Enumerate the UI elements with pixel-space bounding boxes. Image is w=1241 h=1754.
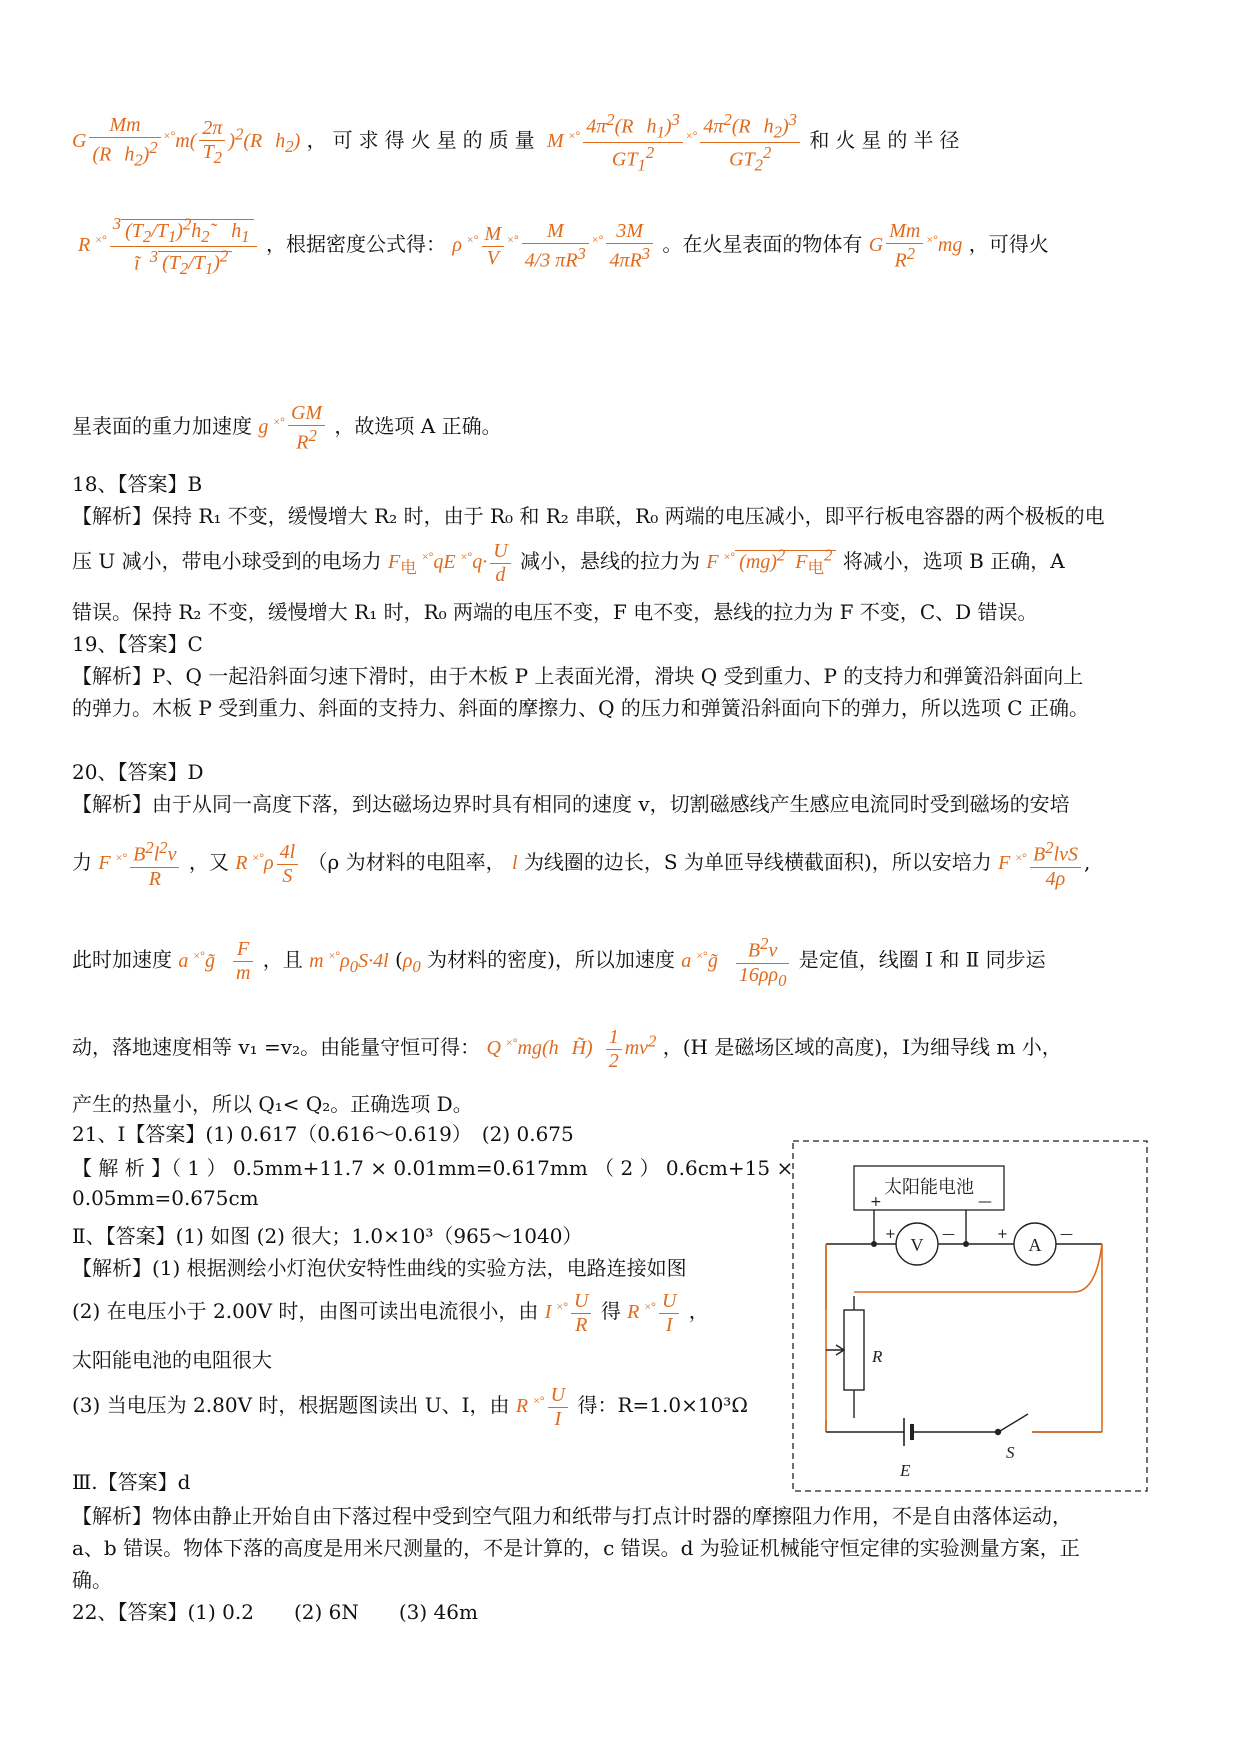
q22-answer: 22、【答案】(1) 0.2 (2) 6N (3) 46m <box>72 1600 478 1624</box>
text-fragment: 为材料的密度)，所以加速度 <box>427 947 675 972</box>
voltmeter-minus: — <box>942 1227 955 1242</box>
formula-line-1: G $\frac{Mm}{(R h_2)^2}$ ×°m( $\frac{2\pi}{T_2}$ )$^2$(R $h_2$) ，可求得火星的质量 M ×° $\frac{4\pi^2(R h_1)^3}{GT_1^2}$ ×° $\frac{4\pi^2(R h_2)^3}{GT_2^2}$ 和火星的半径 <box>72 110 966 175</box>
q21-1-answer: 21、Ⅰ【答案】(1) 0.617（0.616～0.619） (2) 0.675 <box>72 1122 574 1146</box>
text-fragment: ，且 <box>262 947 303 972</box>
text-fragment: 是定值，线圈 I 和 Ⅱ 同步运 <box>798 947 1046 972</box>
ammeter-label: A <box>1028 1235 1042 1255</box>
ammeter-minus: — <box>1060 1227 1073 1242</box>
q21-2-analysis-1: 【解析】(1) 根据测绘小灯泡伏安特性曲线的实验方法，电路连接如图 <box>72 1256 687 1280</box>
q21-2-analysis-2: (2) 在电压小于 2.00V 时，由图可读出电流很小，由 I ×° $\frac{U}{R}$ 得 R ×° $\frac{U}{I}$ ， <box>72 1290 709 1336</box>
q20-analysis-1: 【解析】由于从同一高度下落，到达磁场边界时具有相同的速度 v，切割磁感线产生感应电流同时受到磁场的安培 <box>72 792 1070 816</box>
q20-analysis-5: 产生的热量小，所以 Q₁< Q₂。正确选项 D。 <box>72 1092 473 1116</box>
text-fragment: （ρ 为材料的电阻率， <box>307 849 506 874</box>
q18-answer: 18、【答案】B <box>72 472 203 496</box>
text-fragment: ，可求得火星的质量 <box>306 127 541 152</box>
text-fragment: ， <box>688 1299 709 1324</box>
text-fragment: 力 <box>72 849 92 874</box>
text-fragment: 和火星的半径 <box>809 127 966 152</box>
q21-2-analysis-3: 太阳能电池的电阻很大 <box>72 1348 272 1372</box>
q19-answer: 19、【答案】C <box>72 632 203 656</box>
q21-1-analysis-cont: 0.05mm=0.675cm <box>72 1186 259 1210</box>
q20-analysis-2: 力 F ×° $\frac{B^2l^2v}{R}$ ，又 R ×°ρ $\frac{4l}{S}$ （ρ 为材料的电阻率， l 为线圈的边长，S 为单匝导线横截面积)，所以安培力 F ×° $\frac{B^2lvS}{4\rho}$ , <box>72 838 1091 890</box>
q21-1-analysis: 【 解 析 】（ 1 ） 0.5mm+11.7 × 0.01mm=0.617mm （ 2 ） 0.6cm+15 × <box>72 1156 794 1180</box>
q18-analysis-3: 错误。保持 R₂ 不变，缓慢增大 R₁ 时，R₀ 两端的电压不变，F 电不变，悬线的拉力为 F 不变，C、D 错误。 <box>72 600 1038 624</box>
text-fragment: ，故选项 A 正确。 <box>334 413 502 438</box>
q19-analysis-1: 【解析】P、Q 一起沿斜面匀速下滑时，由于木板 P 上表面光滑，滑块 Q 受到重力、P 的支持力和弹簧沿斜面向上 <box>72 664 1084 688</box>
q20-analysis-3: 此时加速度 a ×°g̃ $\frac{F}{m}$ ，且 m $^{\times^\circ}\rho_0S\cdot 4l$ ($\rho_0$ 为材料的密度)，所以加速度 a ×°g̃ $\frac{B^2v}{16\rho\rho_0}$ 是定值，线圈 I 和 Ⅱ 同步运 <box>72 934 1046 990</box>
q19-analysis-2: 的弹力。木板 P 受到重力、斜面的支持力、斜面的摩擦力、Q 的压力和弹簧沿斜面向下的弹力，所以选项 C 正确。 <box>72 696 1089 720</box>
ammeter-plus: + <box>997 1227 1008 1242</box>
text-fragment: 此时加速度 <box>72 947 172 972</box>
rheostat <box>844 1310 864 1390</box>
text-fragment: (3) 当电压为 2.80V 时，根据题图读出 U、I，由 <box>72 1393 510 1418</box>
source-label: E <box>900 1461 911 1480</box>
formula-line-3: 星表面的重力加速度 g ×° $\frac{GM}{R^2}$ ，故选项 A 正确。 <box>72 402 502 454</box>
text-fragment: 减小，悬线的拉力为 <box>520 549 700 574</box>
q20-answer: 20、【答案】D <box>72 760 204 784</box>
battery-plus-label: + <box>870 1194 882 1210</box>
q20-analysis-4: 动，落地速度相等 v₁ =v₂。由能量守恒可得： Q ×°mg(h H̃) $\frac{1}{2}$ $mv^2$ ，(H 是磁场区域的高度)，Ⅰ为细导线 m 小， <box>72 1026 1062 1072</box>
q21-3-analysis-2: a、b 错误。物体下落的高度是用米尺测量的，不是计算的，c 错误。d 为验证机械能守恒定律的实验测量方案，正 <box>72 1536 1080 1560</box>
q18-analysis-1: 【解析】保持 R₁ 不变，缓慢增大 R₂ 时，由于 R₀ 和 R₂ 串联，R₀ 两端的电压减小，即平行板电容器的两个极板的电 <box>72 504 1105 528</box>
text-fragment: 得：R=1.0×10³Ω <box>577 1393 748 1418</box>
text-fragment: 。在火星表面的物体有 <box>662 231 863 256</box>
text-fragment: 得 <box>600 1299 621 1324</box>
q21-3-analysis-1: 【解析】物体由静止开始自由下落过程中受到空气阻力和纸带与打点计时器的摩擦阻力作用，不是自由落体运动， <box>72 1504 1072 1528</box>
switch-label: S <box>1006 1443 1015 1462</box>
text-fragment: ，可得火 <box>968 231 1049 256</box>
voltmeter-plus: + <box>885 1227 896 1242</box>
text-fragment: ，又 <box>188 849 229 874</box>
q21-2-analysis-4: (3) 当电压为 2.80V 时，根据题图读出 U、I，由 R ×° $\frac{U}{I}$ 得：R=1.0×10³Ω <box>72 1384 748 1430</box>
text-fragment: 为线圈的边长，S 为单匝导线横截面积)，所以安培力 <box>523 849 992 874</box>
text-fragment: ，根据密度公式得： <box>265 231 446 256</box>
solar-battery-label: 太阳能电池 <box>884 1177 974 1198</box>
q21-3-analysis-3: 确。 <box>72 1568 112 1592</box>
voltmeter-label: V <box>910 1235 924 1255</box>
formula-line-2: R ×° $\frac{^3 (T_2/T_1)^2h_2˜ h_1}{ĩ ^3 (T_2/T_1)^2}$ ，根据密度公式得： ρ ×° $\frac{M}{V}$ ×° $\frac{M}{4/3 \pi R^3}$ ×° $\frac{3M}{4\pi R^3}$ 。在火星表面的物体有 G $\frac{Mm}{R^2}$ ×°mg ，可得火 <box>78 214 1049 279</box>
q18-analysis-2: 压 U 减小，带电小球受到的电场力 $F_电$ ×°qE ×°q· $\frac{U}{d}$ 减小，悬线的拉力为 F ×° (mg)$^2$ $F_电^2$ 将减小，选项 B 正确，A <box>72 540 1065 586</box>
circuit-diagram <box>792 1140 1148 1492</box>
text-fragment: 动，落地速度相等 v₁ =v₂。由能量守恒可得： <box>72 1035 481 1060</box>
text-fragment: 星表面的重力加速度 <box>72 413 252 438</box>
q21-2-answer: Ⅱ、【答案】(1) 如图 (2) 很大；1.0×10³（965～1040） <box>72 1224 583 1248</box>
rheostat-label: R <box>872 1347 883 1366</box>
text-fragment: (2) 在电压小于 2.00V 时，由图可读出电流很小，由 <box>72 1299 539 1324</box>
text-fragment: 将减小，选项 B 正确，A <box>842 549 1065 574</box>
q21-3-answer: Ⅲ.【答案】d <box>72 1470 191 1494</box>
text-fragment: 压 U 减小，带电小球受到的电场力 <box>72 549 382 574</box>
battery-minus-label: — <box>978 1194 992 1210</box>
text-fragment: ，(H 是磁场区域的高度)，Ⅰ为细导线 m 小， <box>662 1035 1062 1060</box>
